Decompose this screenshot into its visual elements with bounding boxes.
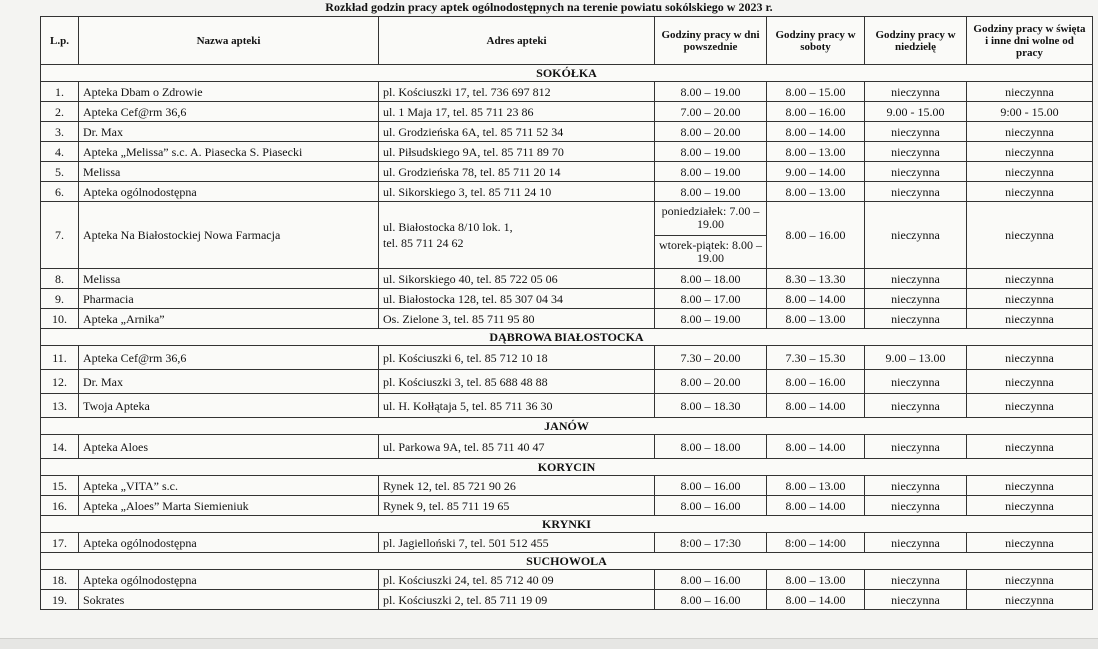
- weekday-hours-monday: poniedziałek: 7.00 – 19.00: [661, 204, 760, 232]
- cell-address: pl. Kościuszki 2, tel. 85 711 19 09: [379, 590, 655, 610]
- section-title: SUCHOWOLA: [41, 553, 1093, 570]
- cell-sunday: nieczynna: [865, 476, 967, 496]
- section-header-row: [41, 516, 1093, 533]
- cell-sunday: nieczynna: [865, 496, 967, 516]
- cell-name: Apteka Na Białostockiej Nowa Farmacja: [79, 202, 379, 269]
- cell-sunday: nieczynna: [865, 142, 967, 162]
- table-row: [41, 269, 1093, 289]
- cell-lp: 14.: [41, 435, 79, 459]
- cell-name: Apteka „Melissa” s.c. A. Piasecka S. Piasecki: [79, 142, 379, 162]
- cell-lp: 5.: [41, 162, 79, 182]
- table-row: [41, 122, 1093, 142]
- cell-address: pl. Kościuszki 17, tel. 736 697 812: [379, 82, 655, 102]
- section-title: DĄBROWA BIAŁOSTOCKA: [41, 329, 1093, 346]
- cell-sunday: nieczynna: [865, 590, 967, 610]
- cell-address: Rynek 12, tel. 85 721 90 26: [379, 476, 655, 496]
- cell-sunday: nieczynna: [865, 570, 967, 590]
- cell-name: Apteka ogólnodostępna: [79, 182, 379, 202]
- cell-name: Melissa: [79, 162, 379, 182]
- cell-weekday: 8.00 – 16.00: [655, 590, 767, 610]
- table-row: [41, 435, 1093, 459]
- table-row: [41, 309, 1093, 329]
- cell-lp: 13.: [41, 394, 79, 418]
- cell-weekday: 8.00 – 18.30: [655, 394, 767, 418]
- cell-lp: 10.: [41, 309, 79, 329]
- cell-sunday: nieczynna: [865, 435, 967, 459]
- table-row: [41, 142, 1093, 162]
- section-header-row: [41, 459, 1093, 476]
- header-holiday: Godziny pracy w święta i inne dni wolne od pracy: [967, 17, 1093, 65]
- cell-address: pl. Kościuszki 24, tel. 85 712 40 09: [379, 570, 655, 590]
- cell-saturday: 8.00 – 14.00: [767, 496, 865, 516]
- cell-name: Melissa: [79, 269, 379, 289]
- cell-saturday: 8.00 – 14.00: [767, 590, 865, 610]
- cell-lp: 1.: [41, 82, 79, 102]
- table-row: [41, 496, 1093, 516]
- table-row: [41, 370, 1093, 394]
- cell-lp: 12.: [41, 370, 79, 394]
- header-lp: L.p.: [41, 17, 79, 65]
- cell-weekday: [655, 202, 767, 269]
- cell-lp: 16.: [41, 496, 79, 516]
- cell-holiday: 9:00 - 15.00: [967, 102, 1093, 122]
- cell-holiday: nieczynna: [967, 476, 1093, 496]
- address-line: tel. 85 711 24 62: [383, 236, 464, 250]
- cell-weekday: 8.00 – 17.00: [655, 289, 767, 309]
- cell-name: Apteka Aloes: [79, 435, 379, 459]
- cell-address: ul. H. Kołłątaja 5, tel. 85 711 36 30: [379, 394, 655, 418]
- section-title: KORYCIN: [41, 459, 1093, 476]
- cell-saturday: 8.00 – 16.00: [767, 202, 865, 269]
- cell-sunday: 9.00 – 13.00: [865, 346, 967, 370]
- table-row: [41, 394, 1093, 418]
- cell-saturday: 8.00 – 15.00: [767, 82, 865, 102]
- cell-name: Apteka ogólnodostępna: [79, 570, 379, 590]
- cell-holiday: nieczynna: [967, 142, 1093, 162]
- cell-saturday: 8.30 – 13.30: [767, 269, 865, 289]
- cell-name: Pharmacia: [79, 289, 379, 309]
- cell-holiday: nieczynna: [967, 289, 1093, 309]
- cell-name: Apteka ogólnodostępna: [79, 533, 379, 553]
- cell-sunday: nieczynna: [865, 162, 967, 182]
- cell-holiday: nieczynna: [967, 496, 1093, 516]
- cell-holiday: nieczynna: [967, 590, 1093, 610]
- section-header-row: [41, 329, 1093, 346]
- cell-holiday: nieczynna: [967, 570, 1093, 590]
- cell-saturday: 8.00 – 14.00: [767, 122, 865, 142]
- table-row: [41, 182, 1093, 202]
- cell-weekday: 8.00 – 18.00: [655, 269, 767, 289]
- section-header-row: [41, 553, 1093, 570]
- cell-weekday: 8.00 – 16.00: [655, 476, 767, 496]
- cell-name: Dr. Max: [79, 370, 379, 394]
- cell-weekday: 8.00 – 19.00: [655, 82, 767, 102]
- cell-weekday: 8:00 – 17:30: [655, 533, 767, 553]
- cell-lp: 19.: [41, 590, 79, 610]
- address-line: ul. Białostocka 8/10 lok. 1,: [383, 220, 513, 234]
- cell-address: pl. Jagielloński 7, tel. 501 512 455: [379, 533, 655, 553]
- cell-name: Apteka Cef@rm 36,6: [79, 102, 379, 122]
- table-row: [41, 82, 1093, 102]
- cell-holiday: nieczynna: [967, 82, 1093, 102]
- cell-holiday: nieczynna: [967, 122, 1093, 142]
- cell-lp: 17.: [41, 533, 79, 553]
- cell-saturday: 8.00 – 13.00: [767, 182, 865, 202]
- cell-holiday: nieczynna: [967, 269, 1093, 289]
- cell-name: Apteka Dbam o Zdrowie: [79, 82, 379, 102]
- cell-sunday: nieczynna: [865, 82, 967, 102]
- cell-lp: 3.: [41, 122, 79, 142]
- cell-saturday: 8.00 – 16.00: [767, 102, 865, 122]
- header-name: Nazwa apteki: [79, 17, 379, 65]
- table-row: [41, 289, 1093, 309]
- cell-address: ul. Sikorskiego 40, tel. 85 722 05 06: [379, 269, 655, 289]
- pharmacy-hours-table: [40, 16, 1093, 610]
- cell-name: Apteka „Aloes” Marta Siemieniuk: [79, 496, 379, 516]
- cell-name: Sokrates: [79, 590, 379, 610]
- cell-lp: 8.: [41, 269, 79, 289]
- cell-address: Os. Zielone 3, tel. 85 711 95 80: [379, 309, 655, 329]
- cell-sunday: nieczynna: [865, 182, 967, 202]
- cell-address: ul. Parkowa 9A, tel. 85 711 40 47: [379, 435, 655, 459]
- table-row: [41, 102, 1093, 122]
- cell-lp: 18.: [41, 570, 79, 590]
- cell-sunday: nieczynna: [865, 370, 967, 394]
- cell-holiday: nieczynna: [967, 202, 1093, 269]
- cell-sunday: nieczynna: [865, 309, 967, 329]
- cell-address: pl. Kościuszki 6, tel. 85 712 10 18: [379, 346, 655, 370]
- cell-sunday: nieczynna: [865, 533, 967, 553]
- cell-saturday: 8.00 – 14.00: [767, 435, 865, 459]
- cell-holiday: nieczynna: [967, 182, 1093, 202]
- cell-address: Rynek 9, tel. 85 711 19 65: [379, 496, 655, 516]
- cell-saturday: 8.00 – 14.00: [767, 394, 865, 418]
- table-row: [41, 570, 1093, 590]
- cell-lp: 2.: [41, 102, 79, 122]
- cell-address: [379, 202, 655, 269]
- cell-weekday: 8.00 – 20.00: [655, 370, 767, 394]
- cell-weekday: 8.00 – 19.00: [655, 309, 767, 329]
- cell-holiday: nieczynna: [967, 162, 1093, 182]
- cell-name: Dr. Max: [79, 122, 379, 142]
- cell-holiday: nieczynna: [967, 435, 1093, 459]
- cell-weekday: 8.00 – 19.00: [655, 142, 767, 162]
- cell-lp: 11.: [41, 346, 79, 370]
- table-row: [41, 590, 1093, 610]
- table-body: [41, 65, 1093, 610]
- cell-saturday: 8.00 – 14.00: [767, 289, 865, 309]
- section-title: KRYNKI: [41, 516, 1093, 533]
- cell-name: Twoja Apteka: [79, 394, 379, 418]
- cell-saturday: 9.00 – 14.00: [767, 162, 865, 182]
- weekday-hours-tue-fri: wtorek-piątek: 8.00 – 19.00: [655, 235, 766, 269]
- table-row: [41, 476, 1093, 496]
- document-title: Rozkład godzin pracy aptek ogólnodostępnych na terenie powiatu sokólskiego w 2023 r.: [325, 0, 773, 14]
- cell-address: ul. Grodzieńska 78, tel. 85 711 20 14: [379, 162, 655, 182]
- cell-weekday: 8.00 – 20.00: [655, 122, 767, 142]
- table-row: [41, 533, 1093, 553]
- cell-lp: 4.: [41, 142, 79, 162]
- cell-address: ul. Grodzieńska 6A, tel. 85 711 52 34: [379, 122, 655, 142]
- header-weekday: Godziny pracy w dni powszednie: [655, 17, 767, 65]
- header-saturday: Godziny pracy w soboty: [767, 17, 865, 65]
- cell-sunday: nieczynna: [865, 202, 967, 269]
- cell-weekday: 8.00 – 18.00: [655, 435, 767, 459]
- cell-weekday: 7.30 – 20.00: [655, 346, 767, 370]
- table-row: [41, 162, 1093, 182]
- cell-holiday: nieczynna: [967, 370, 1093, 394]
- section-title: SOKÓŁKA: [41, 65, 1093, 82]
- section-header-row: [41, 65, 1093, 82]
- cell-saturday: 8:00 – 14:00: [767, 533, 865, 553]
- cell-saturday: 8.00 – 13.00: [767, 309, 865, 329]
- cell-name: Apteka „VITA” s.c.: [79, 476, 379, 496]
- table-row: [41, 202, 1093, 269]
- cell-sunday: nieczynna: [865, 394, 967, 418]
- cell-name: Apteka „Arnika”: [79, 309, 379, 329]
- cell-holiday: nieczynna: [967, 346, 1093, 370]
- section-title: JANÓW: [41, 418, 1093, 435]
- cell-holiday: nieczynna: [967, 533, 1093, 553]
- cell-saturday: 8.00 – 16.00: [767, 370, 865, 394]
- cell-address: ul. Sikorskiego 3, tel. 85 711 24 10: [379, 182, 655, 202]
- cell-weekday: 8.00 – 19.00: [655, 182, 767, 202]
- cell-weekday: 8.00 – 19.00: [655, 162, 767, 182]
- cell-address: ul. Białostocka 128, tel. 85 307 04 34: [379, 289, 655, 309]
- cell-lp: 6.: [41, 182, 79, 202]
- cell-weekday: 7.00 – 20.00: [655, 102, 767, 122]
- cell-sunday: nieczynna: [865, 122, 967, 142]
- cell-name: Apteka Cef@rm 36,6: [79, 346, 379, 370]
- cell-weekday: 8.00 – 16.00: [655, 496, 767, 516]
- cell-weekday: 8.00 – 16.00: [655, 570, 767, 590]
- cell-sunday: nieczynna: [865, 289, 967, 309]
- header-sunday: Godziny pracy w niedzielę: [865, 17, 967, 65]
- cell-saturday: 8.00 – 13.00: [767, 142, 865, 162]
- header-row: [41, 17, 1093, 65]
- cell-holiday: nieczynna: [967, 394, 1093, 418]
- header-address: Adres apteki: [379, 17, 655, 65]
- cell-sunday: nieczynna: [865, 269, 967, 289]
- cell-saturday: 8.00 – 13.00: [767, 570, 865, 590]
- cell-sunday: 9.00 - 15.00: [865, 102, 967, 122]
- cell-holiday: nieczynna: [967, 309, 1093, 329]
- cell-lp: 7.: [41, 202, 79, 269]
- table-row: [41, 346, 1093, 370]
- cell-saturday: 7.30 – 15.30: [767, 346, 865, 370]
- cell-lp: 9.: [41, 289, 79, 309]
- cell-address: ul. 1 Maja 17, tel. 85 711 23 86: [379, 102, 655, 122]
- cell-lp: 15.: [41, 476, 79, 496]
- section-header-row: [41, 418, 1093, 435]
- cell-saturday: 8.00 – 13.00: [767, 476, 865, 496]
- page-bottom-edge: [0, 638, 1098, 649]
- cell-address: pl. Kościuszki 3, tel. 85 688 48 88: [379, 370, 655, 394]
- cell-address: ul. Piłsudskiego 9A, tel. 85 711 89 70: [379, 142, 655, 162]
